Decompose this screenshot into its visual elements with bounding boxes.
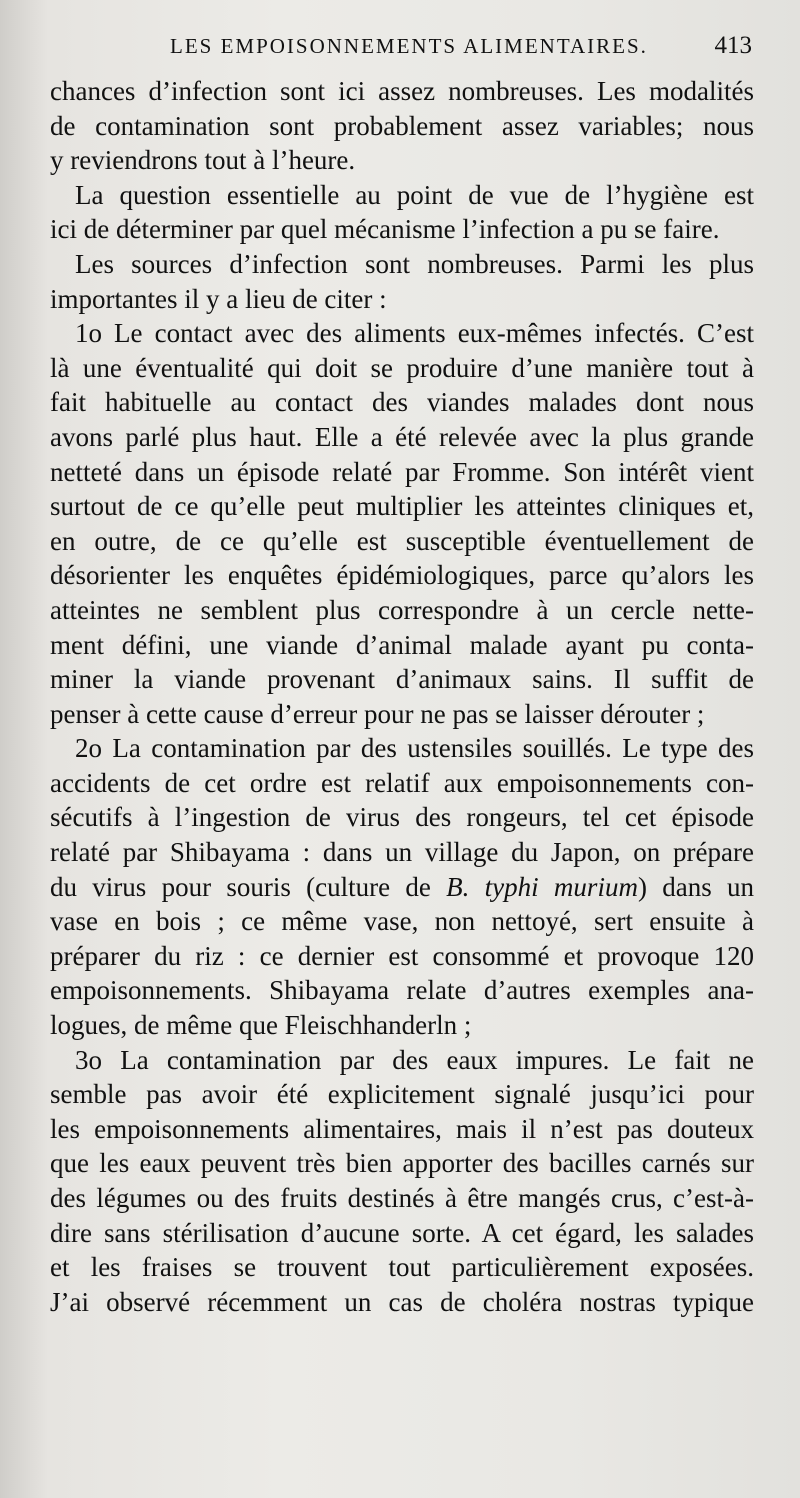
text-line: relaté par Shibayama : dans un village du Japon, on prépare [50,837,754,868]
text-line: avons parlé plus haut. Elle a été relevée avec la plus grande [50,421,754,452]
text-line: chances d’infection sont ici assez nombreuses. Les modalités [50,76,754,106]
text-line: Les sources d’infection sont nombreuses. Parmi les plus [75,248,754,279]
text-line: surtout de ce qu’elle peut multiplier les atteintes cliniques et, [50,491,754,522]
text-line: semble pas avoir été explicitement signalé jusqu’ici pour [50,1079,754,1110]
text-line: 3o La contamination par des eaux impures. Le fait ne [75,1044,754,1075]
text-line: 2o La contamination par des ustensiles souillés. Le type des [75,733,754,764]
running-header [170,34,752,68]
text-line: sécutifs à l’ingestion de virus des rongeurs, tel cet épisode [50,802,754,833]
text-line: ici de déterminer par quel mécanisme l’infection a pu se faire. [50,214,720,245]
text-line: que les eaux peuvent très bien apporter des bacilles carnés sur [50,1148,754,1179]
text-line: miner la viande provenant d’animaux sains. Il suffit de [50,664,754,695]
text-line: empoisonnements. Shibayama relate d’autres exemples ana- [50,975,754,1006]
text-line: fait habituelle au contact des viandes malades dont nous [50,387,754,418]
text-line: les empoisonnements alimentaires, mais il n’est pas douteux [50,1113,754,1144]
text-line: logues, de même que Fleischhanderln ; [50,1010,472,1041]
text-line [50,870,754,905]
text-line: 1o Le contact avec des aliments eux-mêmes infectés. C’est [75,318,754,349]
text-line: en outre, de ce qu’elle est susceptible éventuellement de [50,525,754,556]
text-segment: ) dans un [637,871,754,902]
text-line: de contamination sont probablement assez variables; nous [50,110,754,141]
text-line: des légumes ou des fruits destinés à être mangés crus, c’est-à- [50,1183,754,1213]
text-line: y reviendrons tout à l’heure. [50,145,356,176]
text-line: atteintes ne semblent plus correspondre à un cercle nette- [50,594,754,625]
text-line: désorienter les enquêtes épidémiologiques, parce qu’alors les [50,560,754,591]
running-title: LES EMPOISONNEMENTS ALIMENTAIRES. [170,34,648,58]
text-line: accidents de cet ordre est relatif aux empoisonnements con- [50,767,754,798]
text-line: La question essentielle au point de vue de l’hygiène est [75,179,754,210]
text-line: penser à cette cause d’erreur pour ne pas se laisser dérouter ; [50,698,705,729]
text-line: là une éventualité qui doit se produire d’une manière tout à [50,352,754,383]
text-line: et les fraises se trouvent tout particulièrement exposées. [50,1252,754,1283]
body-text [50,74,754,1319]
page-number: 413 [714,32,752,59]
text-line: netteté dans un épisode relaté par Fromme. Son intérêt vient [50,456,754,487]
text-line: dire sans stérilisation d’aucune sorte. A cet égard, les salades [50,1217,754,1248]
text-segment: du virus pour souris (culture de [50,871,447,902]
text-line: ment défini, une viande d’animal malade ayant pu conta- [50,629,754,660]
text-line: J’ai observé récemment un cas de choléra nostras typique [50,1286,754,1317]
text-line: vase en bois ; ce même vase, non nettoyé, sert ensuite à [50,906,754,937]
species-name: B. typhi murium [446,871,638,902]
text-line: préparer du riz : ce dernier est consommé et provoque 120 [50,940,754,971]
text-line: importantes il y a lieu de citer : [50,283,387,314]
